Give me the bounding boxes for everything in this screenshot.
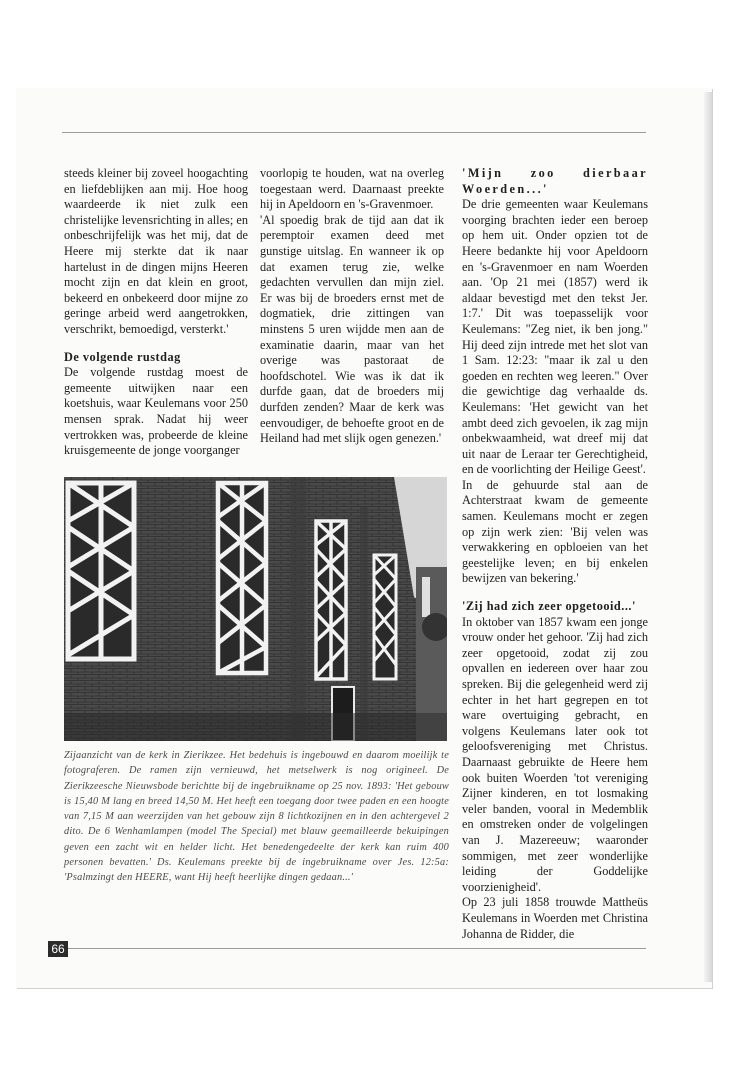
column3-heading-1: 'Mijn zoo dierbaar Woerden...' (462, 166, 648, 196)
window-3 (316, 521, 346, 679)
window-2 (218, 483, 266, 673)
text-column-1 (64, 166, 248, 459)
column2-paragraph-2: 'Al spoedig brak de tijd aan dat ik peremptoir examen deed met gunstige uitslag. En wanneer ik op dat examen terug zie, welke gedachten vervullen dan mijn ziel. Er was bij de broeders ernst met de dogmatiek, drie zittingen van minstens 5 uren wijdde men aan de examinatie daarin, maar van het overige was pastoraat de hoofdschotel. Wie was ik dat ik durfde gaan, dat de broeders mij durfden zenden? Maar de kerk was eenvoudiger, de behoefte groot en de Heiland had met slijk ogen genezen.' (260, 212, 444, 446)
text-column-3 (462, 166, 648, 942)
page-number: 66 (48, 941, 68, 957)
column1-paragraph-2: De volgende rustdag moest de gemeente uitwijken naar een koetshuis, waar Keulemans voor 250 mensen sprak. Nadat hij weer vertrokken was, probeerde de kleine kruisgemeente de jonge voorganger (64, 365, 248, 458)
column3-paragraph-3: In oktober van 1857 kwam een jonge vrouw onder het gehoor. 'Zij had zich zeer opgetooid, zodat zij zou opvallen en iedereen over haar zou spreken. Bij die gelegenheid werd zij echter in het hart gegrepen en tot ware overtuiging gebracht, en volgens Keulemans later ook tot geloofsvereniging met Christus. Daarnaast gebruikte de Heere hem ook buiten Woerden 'tot vereniging Zijner kinderen, en tot losmaking veler banden, vooral in Medemblik en omstreken onder de volgelingen van J. Mazereeuw; waaronder sommigen, met zeer wonderlijke leiding der Goddelijke voorzienigheid'. (462, 614, 648, 894)
top-rule (62, 132, 646, 133)
window-4 (374, 555, 396, 679)
column3-paragraph-4: Op 23 juli 1858 trouwde Mattheüs Keulemans in Woerden met Christina Johanna de Ridder, die (462, 895, 648, 941)
window-1 (68, 483, 134, 659)
bottom-rule (68, 948, 646, 949)
column1-heading: De volgende rustdag (64, 349, 181, 364)
column1-paragraph-1: steeds kleiner bij zoveel hoogachting en liefdeblijken aan mij. Hoe hoog waardeerde ik niet zulk een christelijke levensrichting in alles; en onbeschrijfelijk was het mij, dat de Heere mij sterkte dat ik naar hartelust in de dingen mijns Heeren mocht zijn en dat klein en groot, bekeerd en onbekeerd door mijne zo geringe arbeid werd aangetrokken, verschrikt, bemoedigd, versterkt.' (64, 166, 248, 336)
page-edge (704, 92, 712, 982)
church-photo (64, 477, 447, 741)
column3-paragraph-1: De drie gemeenten waar Keulemans voorging brachten ieder een beroep op hem uit. Onder opzien tot de Heere bedankte hij voor Apeldoorn en 's-Gravenmoer en nam Woerden aan. 'Op 21 mei (1857) werd ik aldaar bevestigd met den tekst Jer. 1:7.' Dit was toepasselijk voor Keulemans: "Zeg niet, ik ben jong." Hij deed zijn intrede met het slot van 1 Sam. 12:23: "maar ik zal u den goeden en rechten weg leeren." Over die gewichtige dag verhaalde ds. Keulemans: 'Het gewicht van het ambt deed zich gevoelen, ik zag mijn onbekwaamheid, wat dreef mij dat uit naar de Leraar ter Gerechtigheid, en de voorlichting der Heilige Geest'. (462, 197, 648, 477)
photo-caption: Zijaanzicht van de kerk in Zierikzee. Het bedehuis is ingebouwd en daarom moeilijk te fotograferen. De ramen zijn vernieuwd, het metselwerk is nog origineel. De Zierikzeesche Nieuwsbode berichtte bij de ingebruikname op 25 nov. 1893: 'Het gebouw is 15,40 M lang en breed 14,50 M. Het heeft een toegang door twee paden en een hoogte van 7,15 M aan weerzijden van het gebouw zijn 8 lichtkozijnen en in den achtergevel 2 dito. De 6 Wenhamlampen (model The Special) met blauw geemailleerde bekuipingen geven een zacht wit en helder licht. Het benedengedeelte der kerk kan ruim 400 personen bevatten.' Ds. Keulemans preekte bij de ingebruikname over Jes. 12:5a: 'Psalmzingt den HEERE, want Hij heeft heerlijke dingen gedaan...' (64, 750, 449, 884)
text-column-2 (260, 166, 444, 447)
column3-heading-2: 'Zij had zich zeer opgetooid...' (462, 599, 636, 614)
column3-paragraph-2: In de gehuurde stal aan de Achterstraat kwam de gemeente samen. Keulemans mocht er zegen op zijn werk zien: 'Bij velen was verwakkering en opbloeien van het geestelijke leven; en bij enkelen bewijzen van bekering.' (462, 477, 648, 586)
column2-paragraph-1: voorlopig te houden, wat na overleg toegestaan werd. Daarnaast preekte hij in Apeldoorn en 's-Gravenmoer. (260, 166, 444, 212)
